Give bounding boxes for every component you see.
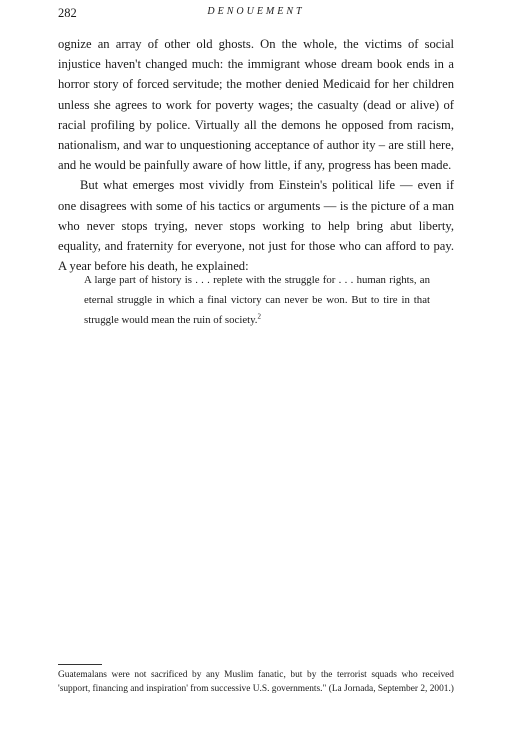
note-marker: 2 <box>257 312 262 321</box>
page-number: 282 <box>58 6 77 20</box>
footnote: Guatemalans were not sacrificed by any Muslim fanatic, but by the terrorist squads who received 'support, financing and inspiration' from successive U.S. governments." (La Jornada, September 2, 2001.) <box>58 670 454 694</box>
paragraph: But what emerges most vividly from Einstein's political life — even if one disagrees with some of his tactics or arguments — is the picture of a man who never stops trying, never stops working to help bring abut liberty, equality, and fraternity for everyone, not just for those who can afford to pay. A year before his death, he explained: <box>58 178 454 274</box>
block-quote <box>84 270 430 330</box>
footnote-rule <box>58 664 102 665</box>
body-text <box>58 34 454 276</box>
paragraph: ognize an array of other old ghosts. On the whole, the victims of social injustice haven't changed much: the immigrant whose dream book ends in a horror story of forced servitude; the mother denied Medicaid for her children unless she agrees to work for poverty wages; the casualty (dead or alive) of racial profiling by police. Virtually all the demons he opposed from racism, nationalism, and war to unquestioning acceptance of author ity – are still here, and he would be painfully aware of how little, if any, progress has been made. <box>58 37 454 173</box>
quote-text: A large part of history is . . . replete with the struggle for . . . human rights, an eternal struggle in which a final victory can never be won. But to tire in that struggle would mean the ruin of society. <box>84 274 430 326</box>
running-title: DENOUEMENT <box>207 6 305 17</box>
page-header <box>58 6 454 24</box>
